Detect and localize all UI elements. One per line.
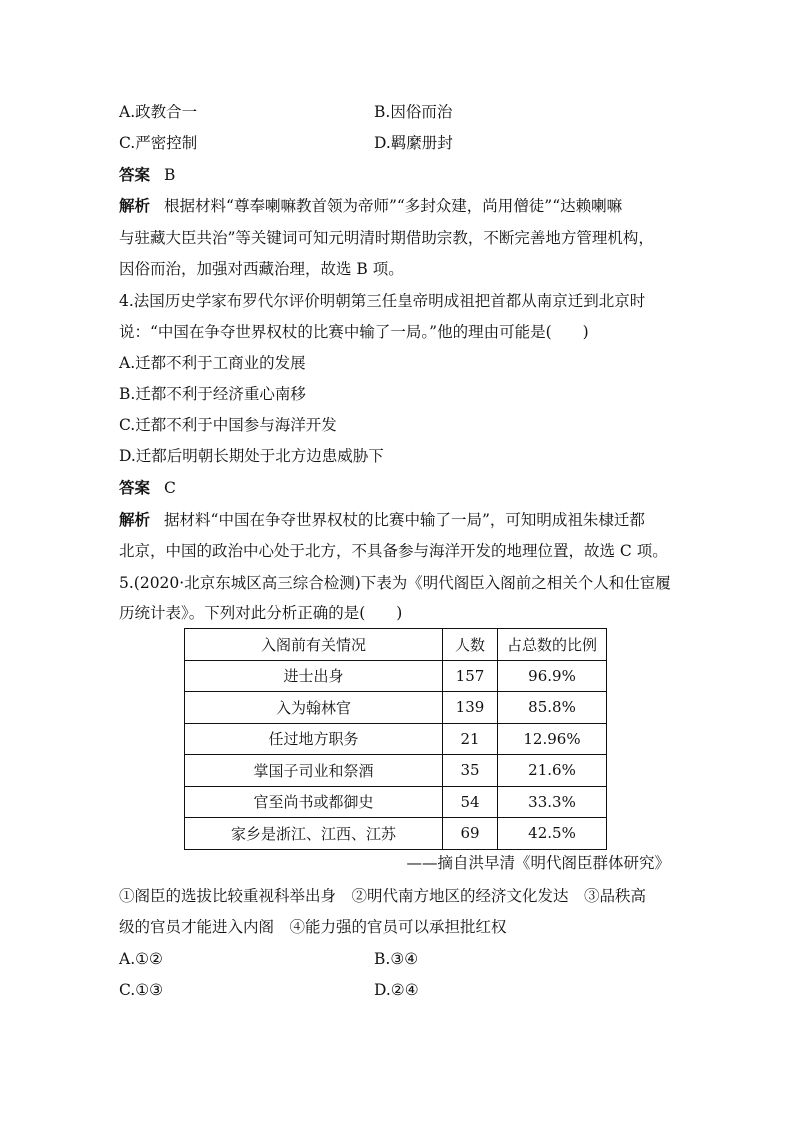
table-cell: 21.6% (498, 755, 607, 787)
table-cell: 85.8% (498, 692, 607, 724)
analysis-text: 根据材料“尊奉喇嘛教首领为帝师”“多封众建，尚用僧徒”“达赖喇嘛 (164, 197, 623, 215)
q3-option-c: C.严密控制 (119, 134, 198, 152)
table-row (185, 786, 607, 818)
q5-option-a: A.①② (119, 950, 163, 968)
q4-option-a: A.迁都不利于工商业的发展 (119, 354, 306, 372)
table-cell: 139 (443, 692, 498, 724)
answer-value: B (164, 166, 176, 184)
answer-label: 答案 (119, 165, 151, 184)
q4-analysis-line-1 (119, 510, 645, 530)
table-row (185, 818, 607, 850)
table-header-row (185, 629, 607, 661)
table-cell: 35 (443, 755, 498, 787)
table-cell: 69 (443, 818, 498, 850)
analysis-text: 据材料“中国在争夺世界权杖的比赛中输了一局”，可知明成祖朱棣迁都 (164, 511, 645, 529)
statistics-table (184, 628, 607, 850)
q3-analysis-line-1 (119, 196, 622, 216)
table-cell: 入为翰林官 (185, 692, 443, 724)
q4-answer (119, 478, 176, 498)
table-cell: 家乡是浙江、江西、江苏 (185, 818, 443, 850)
q4-stem-line-2: 说：“中国在争夺世界权杖的比赛中输了一局。”他的理由可能是( ) (119, 323, 589, 341)
table-cell: 进士出身 (185, 660, 443, 692)
q5-option-d: D.②④ (374, 981, 419, 999)
table-header: 入阁前有关情况 (185, 629, 443, 661)
q3-analysis-line-2: 与驻藏大臣共治”等关键词可知元明清时期借助宗教，不断完善地方管理机构， (119, 229, 654, 247)
table-cell: 掌国子司业和祭酒 (185, 755, 443, 787)
q5-statement-line-1: ①阁臣的选拔比较重视科举出身 ②明代南方地区的经济文化发达 ③品秩高 (119, 887, 647, 905)
analysis-label: 解析 (119, 196, 151, 215)
table-cell: 官至尚书或都御史 (185, 786, 443, 818)
q5-option-b: B.③④ (374, 950, 419, 968)
q5-stem-line-2: 历统计表》。下列对此分析正确的是( ) (119, 604, 403, 622)
table-cell: 33.3% (498, 786, 607, 818)
table-cell: 42.5% (498, 818, 607, 850)
table-header: 人数 (443, 629, 498, 661)
table-cell: 54 (443, 786, 498, 818)
table-cell: 任过地方职务 (185, 723, 443, 755)
table-cell: 21 (443, 723, 498, 755)
table-header: 占总数的比例 (498, 629, 607, 661)
q3-analysis-line-3: 因俗而治，加强对西藏治理，故选 B 项。 (119, 260, 404, 278)
q5-option-c: C.①③ (119, 981, 164, 999)
q5-stem-line-1: 5.(2020·北京东城区高三综合检测)下表为《明代阁臣入阁前之相关个人和仕宦履 (119, 574, 671, 592)
q3-option-a: A.政教合一 (119, 103, 198, 121)
table-row (185, 660, 607, 692)
q4-analysis-line-2: 北京，中国的政治中心处于北方，不具备参与海洋开发的地理位置，故选 C 项。 (119, 542, 668, 560)
table-row (185, 723, 607, 755)
table-cell: 96.9% (498, 660, 607, 692)
q3-answer (119, 165, 175, 185)
table-row (185, 755, 607, 787)
answer-label: 答案 (119, 478, 151, 497)
table-cell: 157 (443, 660, 498, 692)
answer-value: C (164, 479, 176, 497)
q3-option-d: D.羁縻册封 (374, 134, 453, 152)
q4-option-d: D.迁都后明朝长期处于北方边患威胁下 (119, 447, 384, 465)
table-source: ——摘自洪早清《明代阁臣群体研究》 (406, 854, 670, 872)
q5-statement-line-2: 级的官员才能进入内阁 ④能力强的官员可以承担批红权 (119, 918, 507, 936)
table-row (185, 692, 607, 724)
table-cell: 12.96% (498, 723, 607, 755)
q4-option-b: B.迁都不利于经济重心南移 (119, 385, 306, 403)
q4-option-c: C.迁都不利于中国参与海洋开发 (119, 416, 337, 434)
q3-option-b: B.因俗而治 (374, 103, 453, 121)
analysis-label: 解析 (119, 510, 151, 529)
q4-stem-line-1: 4.法国历史学家布罗代尔评价明朝第三任皇帝明成祖把首都从南京迁到北京时 (119, 292, 646, 310)
